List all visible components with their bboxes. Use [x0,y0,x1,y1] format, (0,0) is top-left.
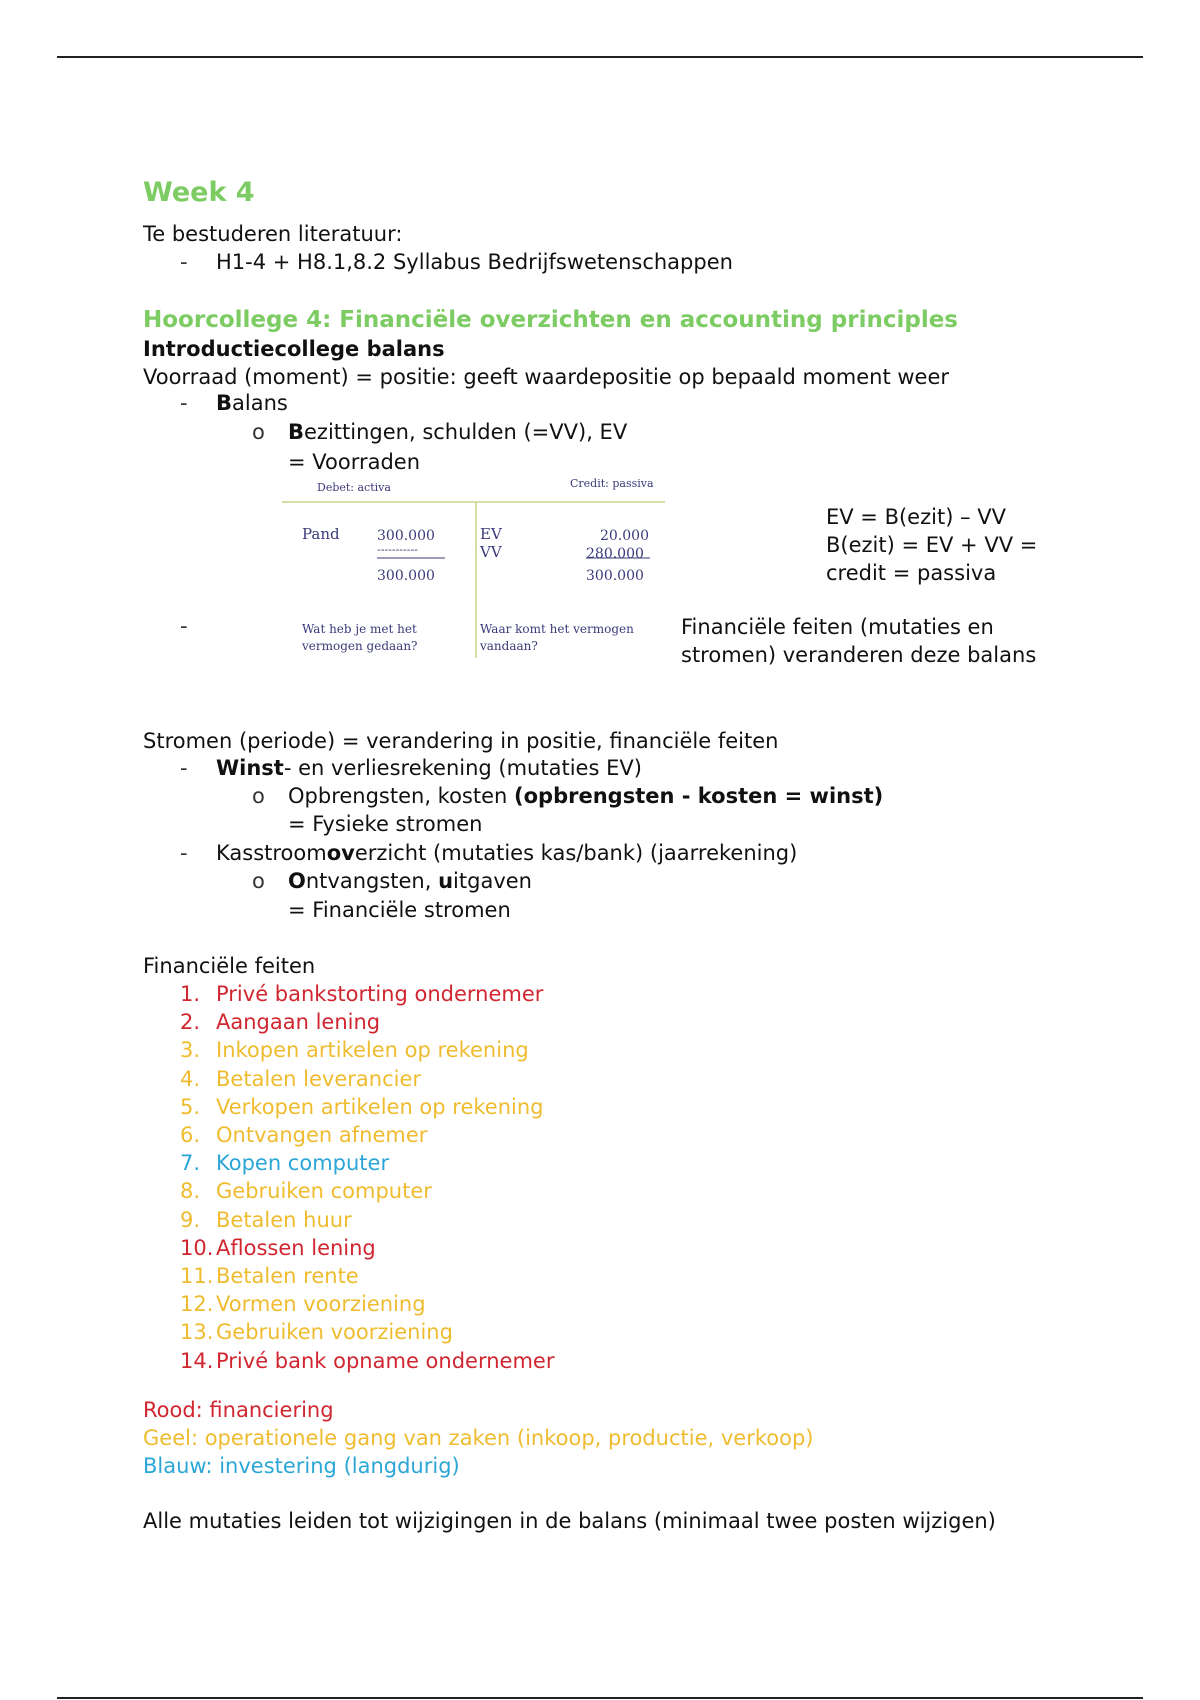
kasstroom-pre: Kasstroom [216,841,327,865]
voorraden-eq: = Voorraden [288,450,421,474]
legend-yellow: Geel: operationele gang van zaken (inkoop, productie, verkoop) [143,1426,814,1450]
equation-line-2: B(ezit) = EV + VV = [826,533,1038,557]
opbrengsten-plain: Opbrengsten, kosten [288,784,515,808]
bullet-dash: - [180,250,188,274]
fysieke-stromen: = Fysieke stromen [288,812,483,836]
bullet-dash: - [180,391,188,415]
feit-number: 13. [180,1320,214,1345]
feit-text: Aangaan lening [216,1010,381,1035]
feit-text: Ontvangen afnemer [216,1123,428,1147]
feit-number: 10. [180,1235,214,1260]
feit-item [180,1290,426,1318]
feit-text: Betalen rente [216,1264,359,1288]
balans-rest: alans [232,391,288,415]
literature-label: Te bestuderen literatuur: [143,222,403,246]
feit-text: Privé bank opname ondernemer [216,1348,555,1373]
total-left: 300.000 [377,568,435,584]
credit-label: Credit: passiva [570,477,654,490]
feit-item [180,1234,376,1262]
feit-number: 12. [180,1292,214,1317]
feit-number: 4. [180,1066,201,1091]
vv-label: VV [480,543,502,561]
dashes: ----------- [377,543,418,556]
feit-number: 14. [180,1348,214,1373]
feit-number: 2. [180,1010,201,1035]
bullet-dash: - [180,756,188,780]
question-right-1: Waar komt het vermogen [480,622,634,636]
financiele-stromen: = Financiële stromen [288,898,511,922]
kasstroom-post: erzicht (mutaties kas/bank) (jaarrekening) [354,841,798,865]
feit-number: 9. [180,1207,201,1232]
ontvangsten-bold: O [288,869,306,893]
feit-text: Gebruiken voorziening [216,1320,453,1345]
feit-text: Gebruiken computer [216,1179,432,1204]
feit-number: 3. [180,1038,201,1063]
fin-feiten-note-1: Financiële feiten (mutaties en [681,615,994,639]
feit-number: 11. [180,1264,214,1288]
feit-number: 5. [180,1094,201,1119]
bezittingen-item [288,418,627,446]
voorraad-line: Voorraad (moment) = positie: geeft waardepositie op bepaald moment weer [143,365,950,389]
pand-value: 300.000 [377,528,435,544]
feit-text: Betalen huur [216,1207,352,1232]
question-left-1: Wat heb je met het [302,622,417,636]
feit-item [180,1262,359,1290]
feit-item [180,1318,453,1346]
debet-label: Debet: activa [317,481,391,494]
feit-text: Vormen voorziening [216,1292,426,1317]
feit-item [180,1008,380,1036]
feit-item [180,980,543,1008]
ontvangsten-item [288,867,532,895]
lecture-subtitle: Introductiecollege balans [143,337,445,361]
total-right: 300.000 [586,568,644,584]
stromen-line: Stromen (periode) = verandering in positie, financiële feiten [143,729,779,753]
opbrengsten-bold: (opbrengsten - kosten = winst) [514,784,884,808]
literature-item: H1-4 + H8.1,8.2 Syllabus Bedrijfswetenschappen [216,250,733,274]
ev-value: 20.000 [600,528,649,544]
feit-text: Verkopen artikelen op rekening [216,1094,544,1119]
bullet-dash: - [180,614,188,638]
winst-rest: - en verliesrekening (mutaties EV) [283,756,642,780]
feit-text: Inkopen artikelen op rekening [216,1038,529,1063]
feit-item [180,1347,554,1375]
header-rule [57,56,1143,58]
balance-figure [280,477,665,660]
uitgaven-rest: itgaven [453,869,532,893]
feit-number: 6. [180,1123,201,1147]
bullet-o: o [252,420,265,444]
opbrengsten-item [288,782,883,810]
feit-text: Aflossen lening [216,1235,376,1260]
balans-bold: B [216,391,233,415]
bullet-o: o [252,784,265,808]
footer-rule [57,1697,1143,1699]
bullet-o: o [252,869,265,893]
conclusion: Alle mutaties leiden tot wijzigingen in de balans (minimaal twee posten wijzigen) [143,1509,996,1533]
feit-text: Privé bankstorting ondernemer [216,982,544,1006]
balans-item [216,389,288,417]
legend-red: Rood: financiering [143,1398,334,1422]
kasstroom-bold: ov [326,841,355,865]
question-left-2: vermogen gedaan? [302,639,418,653]
kasstroom-item [216,839,797,867]
fin-feiten-note-2: stromen) veranderen deze balans [681,643,1037,667]
feit-item [180,1149,389,1177]
bullet-dash: - [180,841,188,865]
feit-item [180,1065,421,1093]
week-title: Week 4 [143,177,255,208]
pand-label: Pand [302,525,340,543]
feit-number: 1. [180,982,201,1006]
feit-item [180,1206,352,1234]
feiten-header: Financiële feiten [143,954,316,978]
feit-item [180,1121,427,1149]
feit-number: 7. [180,1151,201,1176]
feit-item [180,1177,432,1205]
feit-text: Kopen computer [216,1151,390,1176]
feit-item [180,1093,544,1121]
equation-line-1: EV = B(ezit) – VV [826,505,1006,529]
feit-item [180,1036,529,1064]
feit-text: Betalen leverancier [216,1066,422,1091]
question-right-2: vandaan? [480,639,538,653]
ev-label: EV [480,525,502,543]
winst-item [216,754,642,782]
ontvangsten-mid: ntvangsten, [305,869,439,893]
winst-bold: Winst [216,756,284,780]
legend-blue: Blauw: investering (langdurig) [143,1454,460,1478]
bezittingen-bold: B [288,420,305,444]
lecture-title: Hoorcollege 4: Financiële overzichten en accounting principles [143,307,958,333]
uitgaven-bold: u [438,869,454,893]
vv-value: 280.000 [586,546,644,562]
feit-number: 8. [180,1179,201,1204]
equation-line-3: credit = passiva [826,561,997,585]
bezittingen-rest: ezittingen, schulden (=VV), EV [304,420,628,444]
